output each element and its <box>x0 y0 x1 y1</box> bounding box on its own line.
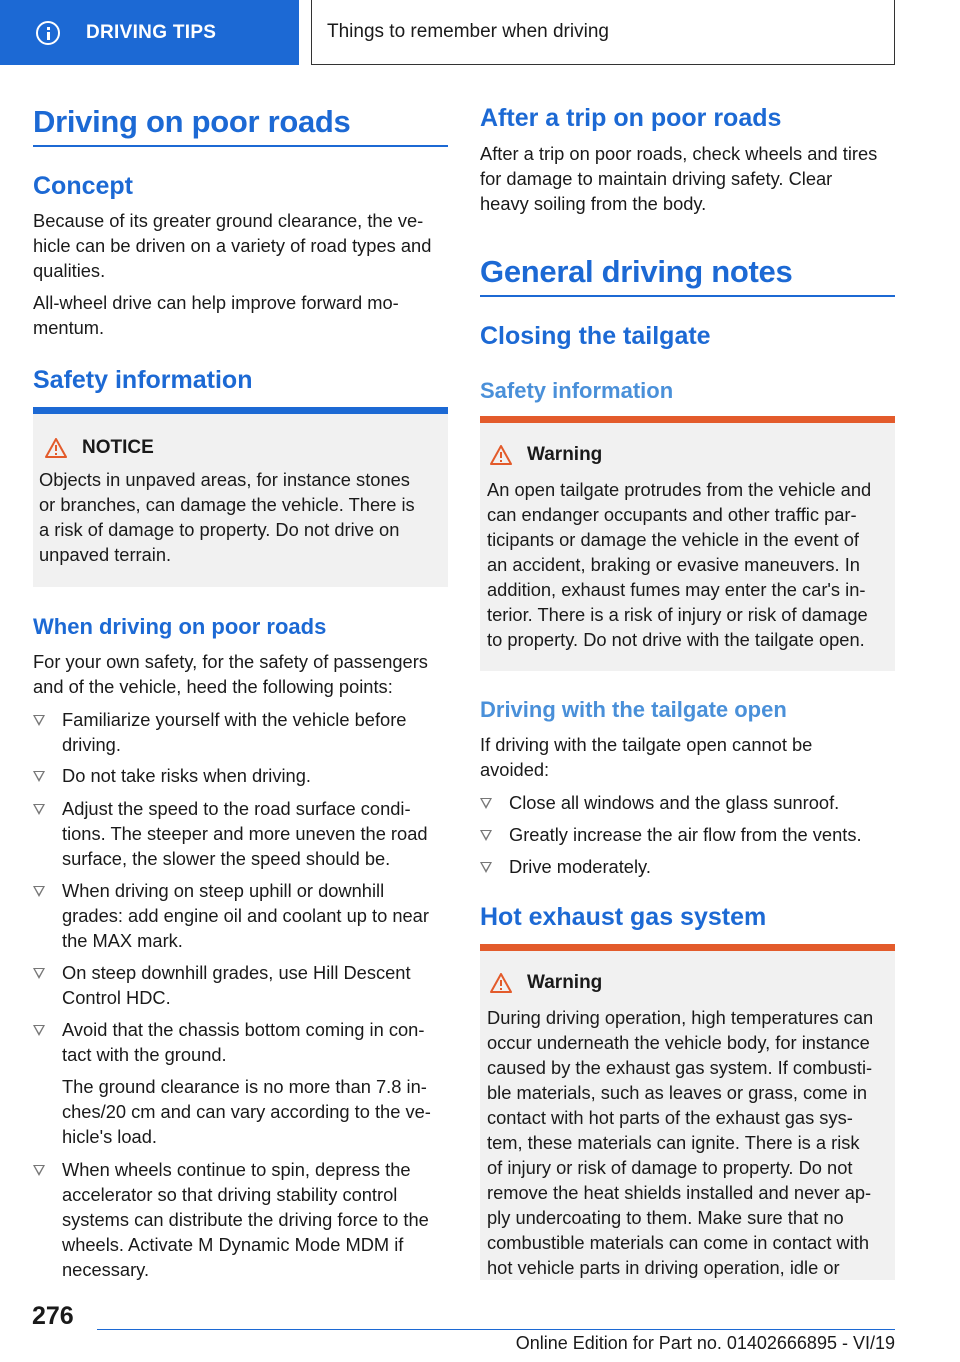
list-item <box>33 878 448 953</box>
text-line: grades: add engine oil and coolant up to near <box>62 905 429 926</box>
list-item <box>33 763 448 788</box>
text-line: ches/20 cm and can vary according to the ve- <box>62 1101 431 1122</box>
text-line: During driving operation, high temperatures can <box>487 1007 874 1028</box>
concept-heading: Concept <box>33 172 133 200</box>
title-rule <box>33 145 448 147</box>
closing-heading: Closing the tailgate <box>480 322 711 350</box>
text-line: to property. Do not drive with the tailgate open. <box>487 629 865 650</box>
text-line: On steep downhill grades, use Hill Descent <box>62 962 411 983</box>
text-line: tions. The steeper and more uneven the road <box>62 823 428 844</box>
text-line: hot vehicle parts in driving operation, idle or <box>487 1257 840 1278</box>
text-line: surface, the slower the speed should be. <box>62 848 391 869</box>
warning-title-row <box>490 444 602 466</box>
text-line: unpaved terrain. <box>39 544 172 565</box>
text-line: a risk of damage to property. Do not drive on <box>39 519 400 540</box>
text-line: Drive moderately. <box>509 856 651 877</box>
safety-heading-left: Safety information <box>33 366 253 394</box>
text-line: systems can distribute the driving force to the <box>62 1209 429 1230</box>
page-title-left: Driving on poor roads <box>33 104 351 139</box>
text-line: avoided: <box>480 759 550 780</box>
list-item <box>33 960 448 1010</box>
text-line: Control HDC. <box>62 987 171 1008</box>
hot-heading: Hot exhaust gas system <box>480 903 767 931</box>
warning-title: Warning <box>527 972 603 993</box>
text-line: When driving on steep uphill or downhill <box>62 880 385 901</box>
text-line: tem, these materials can ignite. There is a risk <box>487 1132 860 1153</box>
text-line: hicle can be driven on a variety of road types and <box>33 235 432 256</box>
text-line: of injury or risk of damage to property. Do not <box>487 1157 853 1178</box>
bullet-triangle-icon <box>480 798 492 809</box>
bullet-triangle-icon <box>480 830 492 841</box>
concept-paragraph <box>33 208 448 283</box>
list-item <box>33 1157 448 1282</box>
text-line: Do not take risks when driving. <box>62 765 311 786</box>
edition-text: Online Edition for Part no. 01402666895 - VI/19 <box>515 1333 895 1353</box>
text-line: an accident, braking or evasive maneuvers. In <box>487 554 860 575</box>
text-line: accelerator so that driving stability control <box>62 1184 398 1205</box>
text-line: or branches, can damage the vehicle. There is <box>39 494 415 515</box>
text-line: Because of its greater ground clearance, the ve- <box>33 210 424 231</box>
warning-triangle-icon <box>45 438 67 458</box>
notice-bar <box>33 407 448 414</box>
title-rule <box>480 295 895 297</box>
bullet-triangle-icon <box>33 715 45 726</box>
text-line: ply undercoating to them. Make sure that no <box>487 1207 844 1228</box>
text-line: All-wheel drive can help improve forward mo- <box>33 292 399 313</box>
section-title: Things to remember when driving <box>327 21 609 42</box>
text-line: Adjust the speed to the road surface condi- <box>62 798 411 819</box>
bullet-triangle-icon <box>33 804 45 815</box>
text-line: caused by the exhaust gas system. If combusti- <box>487 1057 873 1078</box>
notice-text <box>39 467 444 567</box>
text-line: Familiarize yourself with the vehicle before <box>62 709 407 730</box>
after-paragraph <box>480 141 895 216</box>
text-line: hicle's load. <box>62 1126 157 1147</box>
text-line: for damage to maintain driving safety. Clear <box>480 168 833 189</box>
bullet-triangle-icon <box>33 1025 45 1036</box>
text-line: addition, exhaust fumes may enter the car's in- <box>487 579 866 600</box>
text-line: qualities. <box>33 260 106 281</box>
open-paragraph <box>480 732 895 782</box>
bullet-triangle-icon <box>33 1165 45 1176</box>
chapter-tab[interactable] <box>0 0 299 65</box>
text-line: combustible materials can come in contact with <box>487 1232 870 1253</box>
warning-box-tailgate <box>480 416 895 671</box>
text-line: mentum. <box>33 317 105 338</box>
bullet-triangle-icon <box>33 886 45 897</box>
text-line: For your own safety, for the safety of passengers <box>33 651 428 672</box>
list-item <box>33 796 448 871</box>
text-line: remove the heat shields installed and never ap- <box>487 1182 872 1203</box>
text-line: Avoid that the chassis bottom coming in con- <box>62 1019 425 1040</box>
after-heading: After a trip on poor roads <box>480 104 782 132</box>
list-item <box>33 1017 448 1067</box>
text-line: occur underneath the vehicle body, for instance <box>487 1032 870 1053</box>
safety-heading-right: Safety information <box>480 378 674 403</box>
list-item <box>480 790 895 815</box>
page-number: 276 <box>32 1302 74 1330</box>
warning-text <box>487 1005 892 1280</box>
text-line: necessary. <box>62 1259 150 1280</box>
notice-title: NOTICE <box>82 437 154 458</box>
text-line: the MAX mark. <box>62 930 183 951</box>
warning-triangle-icon <box>490 445 512 465</box>
bullet-triangle-icon <box>33 968 45 979</box>
warning-box-exhaust <box>480 944 895 1280</box>
list-item <box>33 707 448 757</box>
list-item <box>480 854 895 879</box>
notice-title-row <box>45 437 154 459</box>
text-line: After a trip on poor roads, check wheels and tires <box>480 143 878 164</box>
text-line: ble materials, such as leaves or grass, come in <box>487 1082 868 1103</box>
text-line: The ground clearance is no more than 7.8 in- <box>62 1076 427 1097</box>
bullet-triangle-icon <box>480 862 492 873</box>
info-icon <box>36 21 60 45</box>
text-line: Greatly increase the air flow from the vents. <box>509 824 862 845</box>
warning-title: Warning <box>527 444 603 465</box>
text-line: terior. There is a risk of injury or risk of damage <box>487 604 868 625</box>
text-line: Close all windows and the glass sunroof. <box>509 792 840 813</box>
text-line: contact with hot parts of the exhaust gas sys- <box>487 1107 853 1128</box>
text-line: Objects in unpaved areas, for instance stones <box>39 469 410 490</box>
awd-paragraph <box>33 290 448 340</box>
text-line: driving. <box>62 734 121 755</box>
text-line: and of the vehicle, heed the following points: <box>33 676 393 697</box>
text-line: An open tailgate protrudes from the vehicle and <box>487 479 872 500</box>
list-item <box>480 822 895 847</box>
text-line: ticipants or damage the vehicle in the event of <box>487 529 859 550</box>
when-paragraph <box>33 649 448 699</box>
warning-title-row <box>490 972 602 994</box>
text-line: When wheels continue to spin, depress the <box>62 1159 411 1180</box>
warning-text <box>487 477 892 652</box>
footer-rule <box>97 1329 895 1330</box>
warning-triangle-icon <box>490 973 512 993</box>
chapter-tab-label: DRIVING TIPS <box>86 21 217 43</box>
general-title: General driving notes <box>480 254 793 289</box>
warning-bar <box>480 416 895 423</box>
section-header <box>311 0 895 65</box>
when-heading: When driving on poor roads <box>33 614 327 639</box>
notice-box <box>33 407 448 587</box>
text-line: wheels. Activate M Dynamic Mode MDM if <box>62 1234 404 1255</box>
text-line: If driving with the tailgate open cannot be <box>480 734 813 755</box>
warning-bar <box>480 944 895 951</box>
text-line: can endanger occupants and other traffic par- <box>487 504 857 525</box>
bullet-triangle-icon <box>33 771 45 782</box>
clearance-note <box>62 1074 448 1149</box>
text-line: tact with the ground. <box>62 1044 227 1065</box>
open-heading: Driving with the tailgate open <box>480 697 787 722</box>
text-line: heavy soiling from the body. <box>480 193 707 214</box>
